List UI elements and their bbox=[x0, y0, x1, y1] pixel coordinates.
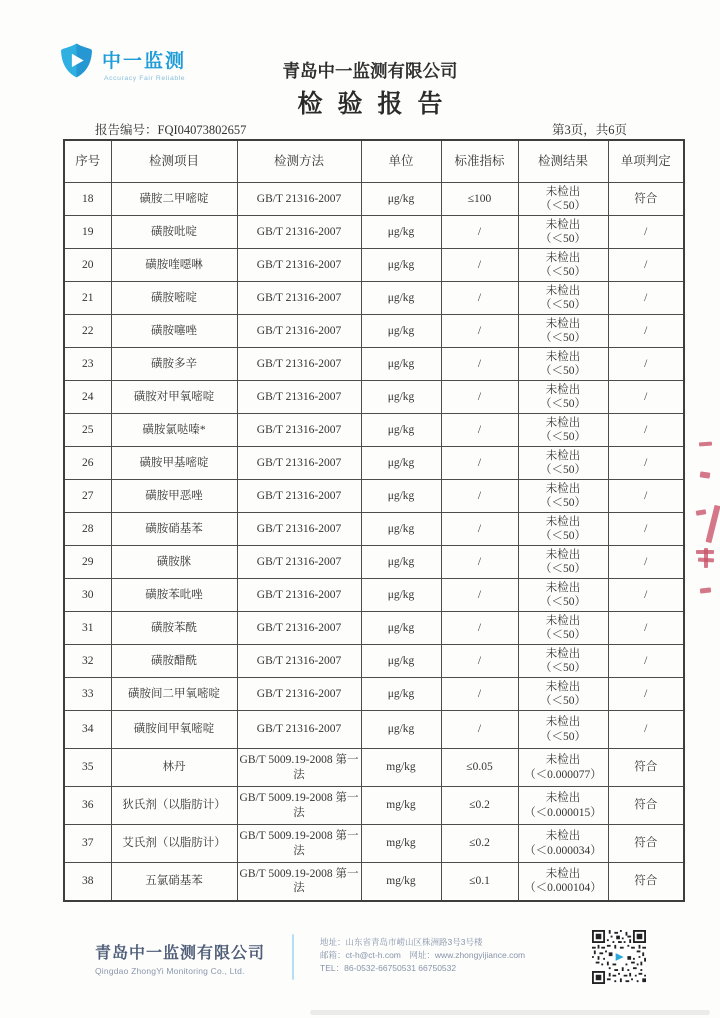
cell-seq: 31 bbox=[64, 612, 111, 645]
cell-standard: ≤0.2 bbox=[441, 825, 518, 863]
cell-method: GB/T 21316-2007 bbox=[237, 315, 361, 348]
cell-result: 未检出 （＜50） bbox=[518, 579, 608, 612]
cell-unit: μg/kg bbox=[361, 216, 441, 249]
table-row bbox=[64, 414, 684, 447]
cell-result: 未检出 （＜50） bbox=[518, 513, 608, 546]
cell-unit: mg/kg bbox=[361, 825, 441, 863]
cell-judgement: / bbox=[608, 216, 684, 249]
table-row bbox=[64, 381, 684, 414]
cell-unit: μg/kg bbox=[361, 348, 441, 381]
column-header-item: 检测项目 bbox=[111, 140, 237, 183]
cell-seq: 28 bbox=[64, 513, 111, 546]
cell-result: 未检出 （＜50） bbox=[518, 381, 608, 414]
cell-item: 狄氏剂（以脂肪计） bbox=[111, 787, 237, 825]
cell-judgement: / bbox=[608, 546, 684, 579]
column-header-result: 检测结果 bbox=[518, 140, 608, 183]
table-row bbox=[64, 249, 684, 282]
cell-item: 磺胺二甲嘧啶 bbox=[111, 183, 237, 216]
cell-seq: 26 bbox=[64, 447, 111, 480]
cell-method: GB/T 21316-2007 bbox=[237, 645, 361, 678]
table-row bbox=[64, 863, 684, 901]
footer-address: 地址：山东省青岛市崂山区株洲路3号3号楼 bbox=[320, 937, 483, 947]
cell-judgement: / bbox=[608, 447, 684, 480]
cell-result: 未检出 （＜50） bbox=[518, 315, 608, 348]
scan-smudge bbox=[310, 1010, 710, 1015]
cell-item: 磺胺甲恶唑 bbox=[111, 480, 237, 513]
red-stamp-fragment bbox=[696, 509, 707, 516]
cell-seq: 20 bbox=[64, 249, 111, 282]
cell-result: 未检出 （＜50） bbox=[518, 414, 608, 447]
cell-unit: μg/kg bbox=[361, 546, 441, 579]
cell-judgement: / bbox=[608, 348, 684, 381]
logo-text: 中一监测 bbox=[102, 51, 187, 72]
column-header-seq: 序号 bbox=[64, 140, 111, 183]
cell-judgement: / bbox=[608, 480, 684, 513]
table-row bbox=[64, 183, 684, 216]
cell-unit: μg/kg bbox=[361, 315, 441, 348]
cell-method: GB/T 21316-2007 bbox=[237, 447, 361, 480]
cell-judgement: / bbox=[608, 711, 684, 749]
cell-result: 未检出 （＜0.000034） bbox=[518, 825, 608, 863]
results-table bbox=[63, 139, 685, 902]
cell-unit: μg/kg bbox=[361, 612, 441, 645]
cell-seq: 37 bbox=[64, 825, 111, 863]
table-row bbox=[64, 579, 684, 612]
cell-item: 磺胺多辛 bbox=[111, 348, 237, 381]
cell-unit: mg/kg bbox=[361, 863, 441, 901]
cell-method: GB/T 21316-2007 bbox=[237, 282, 361, 315]
cell-unit: μg/kg bbox=[361, 711, 441, 749]
cell-seq: 29 bbox=[64, 546, 111, 579]
red-stamp-fragment bbox=[699, 442, 712, 447]
cell-judgement: / bbox=[608, 282, 684, 315]
cell-result: 未检出 （＜0.000015） bbox=[518, 787, 608, 825]
cell-unit: mg/kg bbox=[361, 749, 441, 787]
table-row bbox=[64, 825, 684, 863]
cell-result: 未检出 （＜50） bbox=[518, 183, 608, 216]
footer bbox=[0, 924, 720, 996]
cell-result: 未检出 （＜50） bbox=[518, 678, 608, 711]
cell-item: 磺胺间二甲氧嘧啶 bbox=[111, 678, 237, 711]
footer-contact bbox=[320, 936, 525, 976]
footer-email-site: 邮箱：ct-h@ct-h.com 网址：www.zhongyijiance.com bbox=[320, 950, 526, 961]
cell-item: 林丹 bbox=[111, 749, 237, 787]
cell-judgement: / bbox=[608, 612, 684, 645]
cell-standard: / bbox=[441, 249, 518, 282]
cell-item: 磺胺苯吡唑 bbox=[111, 579, 237, 612]
cell-standard: / bbox=[441, 645, 518, 678]
report-number-value: FQI04073802657 bbox=[157, 123, 247, 137]
report-number-label: 报告编号： bbox=[95, 123, 158, 137]
cell-unit: μg/kg bbox=[361, 414, 441, 447]
cell-method: GB/T 5009.19-2008 第一法 bbox=[237, 749, 361, 787]
cell-seq: 34 bbox=[64, 711, 111, 749]
cell-judgement: / bbox=[608, 315, 684, 348]
cell-judgement: / bbox=[608, 414, 684, 447]
footer-tel: TEL：86-0532-66750531 66750532 bbox=[320, 963, 457, 974]
cell-seq: 24 bbox=[64, 381, 111, 414]
cell-item: 磺胺醋酰 bbox=[111, 645, 237, 678]
cell-method: GB/T 21316-2007 bbox=[237, 513, 361, 546]
cell-item: 磺胺喹噁啉 bbox=[111, 249, 237, 282]
table-row bbox=[64, 678, 684, 711]
cell-standard: / bbox=[441, 282, 518, 315]
cell-standard: ≤0.2 bbox=[441, 787, 518, 825]
cell-item: 五氯硝基苯 bbox=[111, 863, 237, 901]
cell-item: 磺胺氯哒嗪* bbox=[111, 414, 237, 447]
table-row bbox=[64, 348, 684, 381]
footer-company-cn: 青岛中一监测有限公司 bbox=[95, 945, 266, 962]
red-stamp-fragment bbox=[700, 471, 711, 478]
cell-judgement: / bbox=[608, 645, 684, 678]
cell-seq: 36 bbox=[64, 787, 111, 825]
cell-standard: / bbox=[441, 414, 518, 447]
cell-standard: / bbox=[441, 480, 518, 513]
cell-judgement: / bbox=[608, 579, 684, 612]
cell-unit: μg/kg bbox=[361, 645, 441, 678]
cell-method: GB/T 21316-2007 bbox=[237, 480, 361, 513]
cell-item: 磺胺吡啶 bbox=[111, 216, 237, 249]
table-row bbox=[64, 711, 684, 749]
cell-standard: / bbox=[441, 546, 518, 579]
column-header-judgement: 单项判定 bbox=[608, 140, 684, 183]
cell-standard: / bbox=[441, 315, 518, 348]
table-row bbox=[64, 480, 684, 513]
cell-unit: μg/kg bbox=[361, 183, 441, 216]
cell-seq: 35 bbox=[64, 749, 111, 787]
table-row bbox=[64, 447, 684, 480]
report-title: 检验报告 bbox=[297, 91, 458, 118]
table-header-row bbox=[64, 140, 684, 183]
table-row bbox=[64, 612, 684, 645]
cell-standard: / bbox=[441, 216, 518, 249]
cell-method: GB/T 5009.19-2008 第一法 bbox=[237, 863, 361, 901]
cell-result: 未检出 （＜0.000077） bbox=[518, 749, 608, 787]
red-stamp-fragment bbox=[704, 548, 708, 568]
cell-seq: 38 bbox=[64, 863, 111, 901]
company-title: 青岛中一监测有限公司 bbox=[282, 61, 458, 81]
cell-method: GB/T 5009.19-2008 第一法 bbox=[237, 787, 361, 825]
cell-item: 磺胺噻唑 bbox=[111, 315, 237, 348]
cell-result: 未检出 （＜50） bbox=[518, 249, 608, 282]
column-header-method: 检测方法 bbox=[237, 140, 361, 183]
cell-result: 未检出 （＜50） bbox=[518, 216, 608, 249]
cell-method: GB/T 21316-2007 bbox=[237, 711, 361, 749]
cell-method: GB/T 21316-2007 bbox=[237, 183, 361, 216]
cell-judgement: 符合 bbox=[608, 787, 684, 825]
qr-code bbox=[592, 930, 646, 984]
cell-item: 磺胺对甲氧嘧啶 bbox=[111, 381, 237, 414]
cell-unit: μg/kg bbox=[361, 447, 441, 480]
cell-method: GB/T 21316-2007 bbox=[237, 249, 361, 282]
logo-tagline: Accuracy Fair Reliable bbox=[104, 75, 186, 82]
cell-unit: μg/kg bbox=[361, 678, 441, 711]
cell-judgement: 符合 bbox=[608, 825, 684, 863]
red-stamp-fragment bbox=[700, 587, 711, 593]
report-number bbox=[95, 120, 246, 138]
cell-seq: 32 bbox=[64, 645, 111, 678]
column-header-unit: 单位 bbox=[361, 140, 441, 183]
cell-seq: 18 bbox=[64, 183, 111, 216]
cell-judgement: / bbox=[608, 249, 684, 282]
table-row bbox=[64, 787, 684, 825]
table-row bbox=[64, 645, 684, 678]
column-header-standard: 标准指标 bbox=[441, 140, 518, 183]
table-row bbox=[64, 282, 684, 315]
footer-divider bbox=[292, 934, 294, 980]
cell-method: GB/T 21316-2007 bbox=[237, 678, 361, 711]
cell-item: 艾氏剂（以脂肪计） bbox=[111, 825, 237, 863]
cell-seq: 33 bbox=[64, 678, 111, 711]
cell-method: GB/T 5009.19-2008 第一法 bbox=[237, 825, 361, 863]
cell-judgement: 符合 bbox=[608, 749, 684, 787]
cell-unit: μg/kg bbox=[361, 513, 441, 546]
cell-standard: / bbox=[441, 678, 518, 711]
cell-unit: μg/kg bbox=[361, 381, 441, 414]
page-indicator: 第3页，共6页 bbox=[551, 123, 627, 137]
cell-seq: 27 bbox=[64, 480, 111, 513]
cell-result: 未检出 （＜50） bbox=[518, 447, 608, 480]
cell-method: GB/T 21316-2007 bbox=[237, 546, 361, 579]
cell-seq: 25 bbox=[64, 414, 111, 447]
cell-result: 未检出 （＜50） bbox=[518, 645, 608, 678]
cell-standard: / bbox=[441, 447, 518, 480]
cell-standard: / bbox=[441, 711, 518, 749]
cell-method: GB/T 21316-2007 bbox=[237, 612, 361, 645]
cell-unit: μg/kg bbox=[361, 249, 441, 282]
cell-judgement: / bbox=[608, 678, 684, 711]
cell-seq: 22 bbox=[64, 315, 111, 348]
table-row bbox=[64, 546, 684, 579]
table-row bbox=[64, 749, 684, 787]
cell-result: 未检出 （＜50） bbox=[518, 348, 608, 381]
cell-judgement: / bbox=[608, 381, 684, 414]
cell-item: 磺胺嘧啶 bbox=[111, 282, 237, 315]
cell-seq: 23 bbox=[64, 348, 111, 381]
table-row bbox=[64, 315, 684, 348]
cell-method: GB/T 21316-2007 bbox=[237, 579, 361, 612]
cell-standard: ≤0.1 bbox=[441, 863, 518, 901]
cell-unit: μg/kg bbox=[361, 480, 441, 513]
cell-judgement: 符合 bbox=[608, 183, 684, 216]
cell-standard: / bbox=[441, 612, 518, 645]
cell-standard: / bbox=[441, 348, 518, 381]
cell-result: 未检出 （＜0.000104） bbox=[518, 863, 608, 901]
cell-result: 未检出 （＜50） bbox=[518, 711, 608, 749]
cell-method: GB/T 21316-2007 bbox=[237, 348, 361, 381]
cell-method: GB/T 21316-2007 bbox=[237, 381, 361, 414]
red-stamp-fragment bbox=[705, 505, 720, 543]
cell-result: 未检出 （＜50） bbox=[518, 282, 608, 315]
table-row bbox=[64, 216, 684, 249]
footer-company-en: Qingdao ZhongYi Monitoring Co., Ltd. bbox=[95, 966, 245, 976]
cell-standard: / bbox=[441, 513, 518, 546]
cell-unit: mg/kg bbox=[361, 787, 441, 825]
cell-judgement: / bbox=[608, 513, 684, 546]
cell-method: GB/T 21316-2007 bbox=[237, 216, 361, 249]
cell-unit: μg/kg bbox=[361, 282, 441, 315]
red-stamp-fragments bbox=[690, 430, 720, 610]
cell-standard: ≤100 bbox=[441, 183, 518, 216]
cell-unit: μg/kg bbox=[361, 579, 441, 612]
cell-result: 未检出 （＜50） bbox=[518, 480, 608, 513]
cell-item: 磺胺甲基嘧啶 bbox=[111, 447, 237, 480]
cell-result: 未检出 （＜50） bbox=[518, 546, 608, 579]
cell-judgement: 符合 bbox=[608, 863, 684, 901]
table-row bbox=[64, 513, 684, 546]
cell-result: 未检出 （＜50） bbox=[518, 612, 608, 645]
cell-item: 磺胺硝基苯 bbox=[111, 513, 237, 546]
cell-item: 磺胺脒 bbox=[111, 546, 237, 579]
cell-standard: / bbox=[441, 579, 518, 612]
cell-seq: 21 bbox=[64, 282, 111, 315]
cell-seq: 19 bbox=[64, 216, 111, 249]
cell-seq: 30 bbox=[64, 579, 111, 612]
cell-standard: ≤0.05 bbox=[441, 749, 518, 787]
cell-standard: / bbox=[441, 381, 518, 414]
cell-item: 磺胺苯酰 bbox=[111, 612, 237, 645]
cell-method: GB/T 21316-2007 bbox=[237, 414, 361, 447]
cell-item: 磺胺间甲氧嘧啶 bbox=[111, 711, 237, 749]
